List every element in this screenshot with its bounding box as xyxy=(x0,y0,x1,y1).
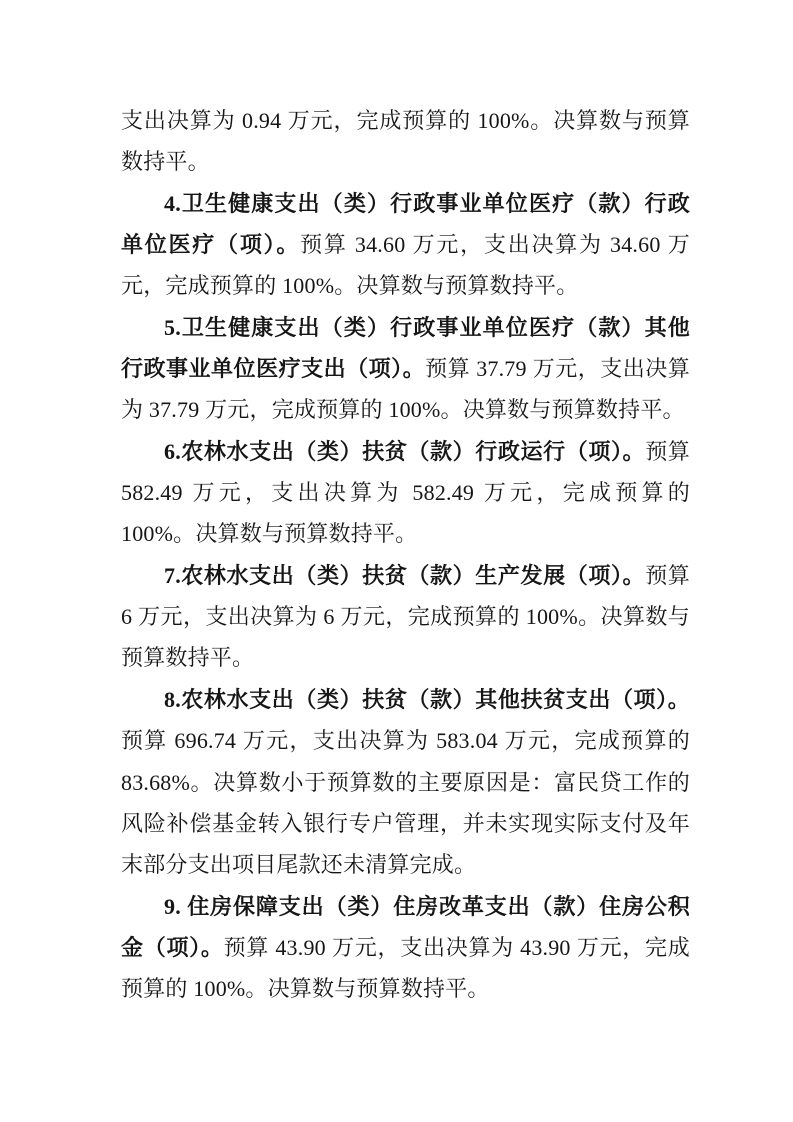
paragraph-continuation xyxy=(121,100,690,183)
paragraph-item-4 xyxy=(121,183,690,307)
paragraph-item-8 xyxy=(121,679,690,886)
document-content xyxy=(121,100,690,1010)
item-heading: 7.农林水支出（类）扶贫（款）生产发展（项）。 xyxy=(164,562,646,588)
item-heading: 5.卫生健康支出（类）行政事业单位医疗（款）其他行政事业单位医疗支出（项）。 xyxy=(121,314,690,382)
paragraph-text: 预算 582.49 万元，支出决算为 582.49 万元，完成预算的 100%。决算数与预算数持平。 xyxy=(121,438,691,547)
item-heading: 4.卫生健康支出（类）行政事业单位医疗（款）行政单位医疗（项）。 xyxy=(121,190,690,258)
paragraph-text: 支出决算为 0.94 万元，完成预算的 100%。决算数与预算数持平。 xyxy=(121,108,690,175)
paragraph-text: 预算 696.74 万元，支出决算为 583.04 万元，完成预算的 83.68%。决算数小于预算数的主要原因是：富民贷工作的风险补偿基金转入银行专户管理，并未实现实际支付及年末部分支出项目尾款还未清算完成。 xyxy=(121,728,690,878)
paragraph-text: 预算 37.79 万元，支出决算为 37.79 万元，完成预算的 100%。决算数与预算数持平。 xyxy=(121,356,690,423)
item-heading: 8.农林水支出（类）扶贫（款）其他扶贫支出（项）。 xyxy=(164,686,690,712)
paragraph-text: 预算 34.60 万元，支出决算为 34.60 万元，完成预算的 100%。决算数与预算数持平。 xyxy=(121,232,690,299)
paragraph-item-9 xyxy=(121,886,690,1010)
paragraph-text: 预算 6 万元，支出决算为 6 万元，完成预算的 100%。决算数与预算数持平。 xyxy=(121,562,691,671)
item-heading: 9. 住房保障支出（类）住房改革支出（款）住房公积金（项）。 xyxy=(121,893,690,960)
paragraph-text: 预算 43.90 万元，支出决算为 43.90 万元，完成预算的 100%。决算数与预算数持平。 xyxy=(121,934,690,1002)
paragraph-item-7 xyxy=(121,555,690,679)
paragraph-item-5 xyxy=(121,307,690,431)
paragraph-item-6 xyxy=(121,431,690,555)
item-heading: 6.农林水支出（类）扶贫（款）行政运行（项）。 xyxy=(164,438,646,464)
